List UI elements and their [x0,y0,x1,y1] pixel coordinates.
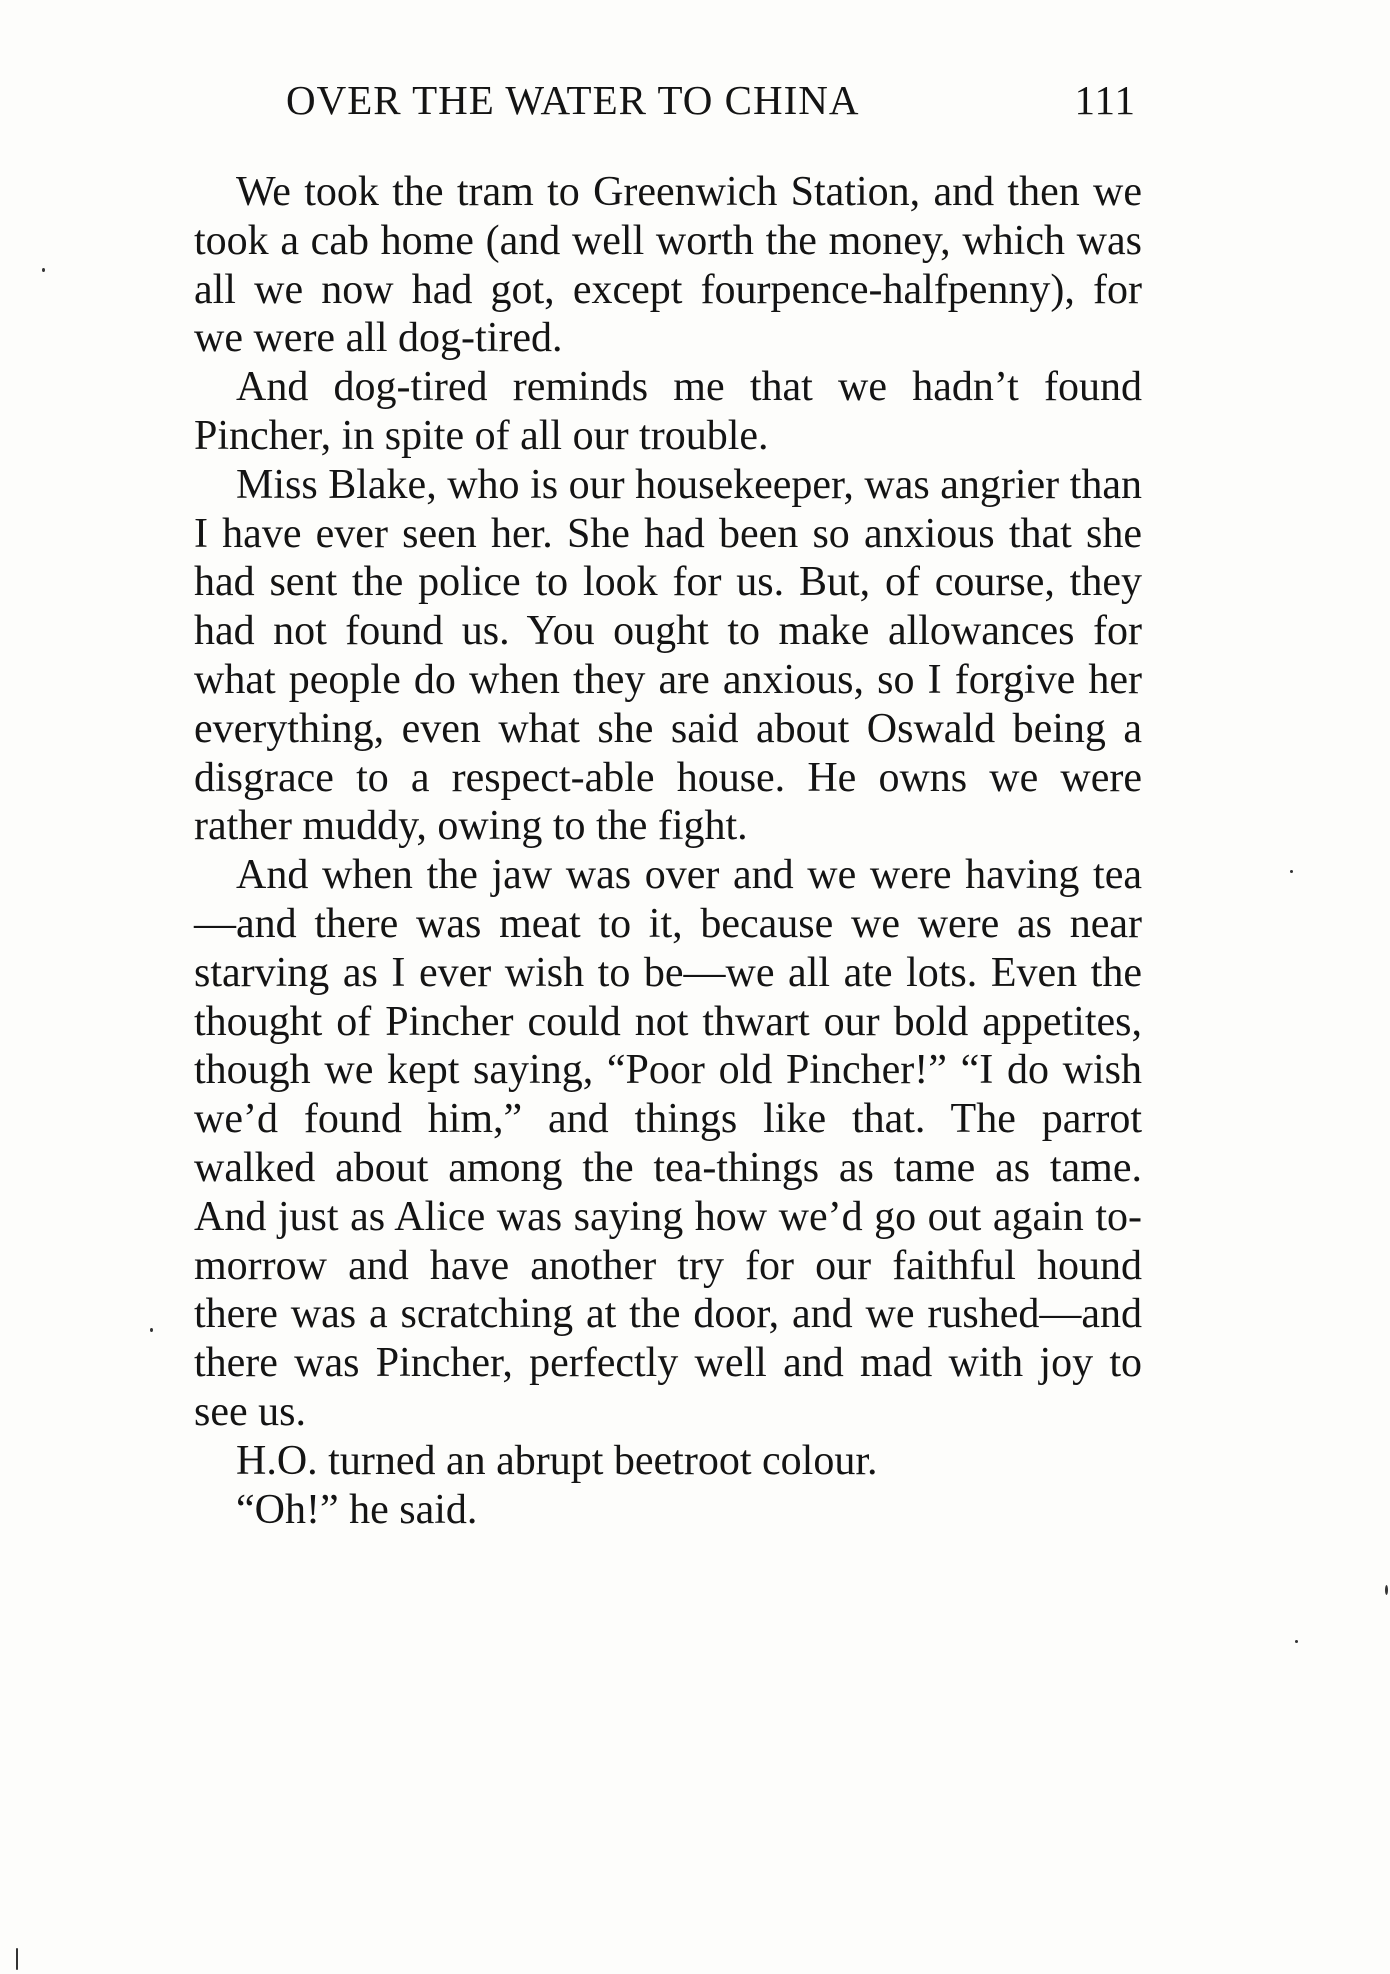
scan-speck [1295,1640,1298,1643]
scan-speck [42,268,45,272]
paragraph-1: We took the tram to Greenwich Station, and then we took a cab home (and well worth the money, which was all we now had got, except fourpence-halfpenny), for we were all dog-tired. [194,169,1142,362]
page-number: 111 [1074,77,1136,123]
running-title: OVER THE WATER TO CHINA [286,77,860,123]
scan-speck [1290,870,1293,873]
running-head [286,70,1136,130]
paragraph-3: Miss Blake, who is our housekeeper, was angrier than I have ever seen her. She had been so anxious that she had sent the police to look for us. But, of course, they had not found us. You ought to make allowances for what people do when they are anxious, so I forgive her everything, even what she said about Oswald being a disgrace to a respect-able house. He owns we were rather muddy, owing to the fight. [194,461,1142,850]
body-text [194,168,1142,1534]
paragraph-2: And dog-tired reminds me that we hadn’t found Pincher, in spite of all our trouble. [194,364,1142,459]
scan-speck [16,1948,18,1970]
scan-speck [1385,1585,1388,1595]
scan-speck [150,1328,153,1332]
paragraph-6: “Oh!” he said. [236,1486,478,1533]
paragraph-4: And when the jaw was over and we were having tea—and there was meat to it, because we were as near starving as I ever wish to be—we all ate lots. Even the thought of Pincher could not thwart our bold appetites, though we kept saying, “Poor old Pincher!” “I do wish we’d found him,” and things like that. The parrot walked about among the tea-things as tame as tame. And just as Alice was saying how we’d go out again to-morrow and have another try for our faithful hound there was a scratching at the door, and we rushed—and there was Pincher, perfectly well and mad with joy to see us. [194,852,1142,1435]
paragraph-5: H.O. turned an abrupt beetroot colour. [236,1437,878,1484]
